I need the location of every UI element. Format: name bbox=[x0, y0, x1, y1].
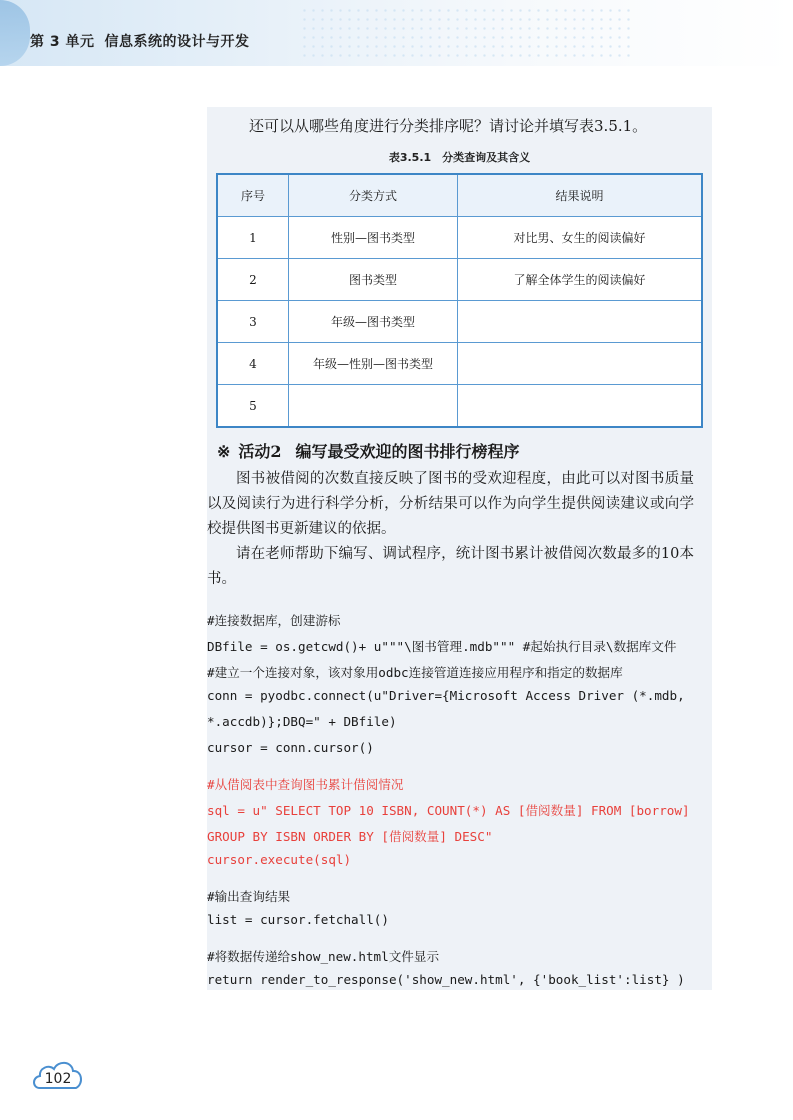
table-cell: 5 bbox=[217, 385, 289, 428]
header-cell: 结果说明 bbox=[458, 174, 703, 217]
code-comment-highlight: #从借阅表中查询图书累计借阅情况 bbox=[207, 777, 404, 792]
unit-title: 信息系统的设计与开发 bbox=[104, 34, 250, 50]
header-dot-pattern bbox=[300, 6, 630, 60]
code-line-highlight: cursor.execute(sql) bbox=[207, 852, 352, 867]
table-row bbox=[217, 385, 702, 428]
table-caption: 表3.5.1 分类查询及其含义 bbox=[388, 151, 531, 164]
table-cell: 2 bbox=[217, 259, 289, 301]
code-line-highlight: GROUP BY ISBN ORDER BY [借阅数量] DESC" bbox=[207, 829, 493, 844]
header-cell: 分类方式 bbox=[289, 174, 458, 217]
activity-heading bbox=[217, 439, 520, 462]
intro-question: 还可以从哪些角度进行分类排序呢？请讨论并填写表3.5.1。 bbox=[249, 117, 648, 135]
table-cell: 了解全体学生的阅读偏好 bbox=[458, 259, 703, 301]
header-cell: 序号 bbox=[217, 174, 289, 217]
activity-title: 编写最受欢迎的图书排行榜程序 bbox=[295, 442, 520, 461]
table-row bbox=[217, 301, 702, 343]
code-line: cursor = conn.cursor() bbox=[207, 740, 374, 755]
page-number-badge bbox=[30, 1056, 86, 1094]
code-comment: #输出查询结果 bbox=[207, 889, 291, 904]
table-cell: 图书类型 bbox=[289, 259, 458, 301]
code-line-highlight: sql = u" SELECT TOP 10 ISBN, COUNT(*) AS [借阅数量] FROM [borrow] bbox=[207, 803, 690, 818]
table-cell: 4 bbox=[217, 343, 289, 385]
header-decoration bbox=[0, 0, 30, 66]
body-paragraph: 请在老师帮助下编写、调试程序，统计图书累计被借阅次数最多的10本书。 bbox=[207, 546, 694, 587]
page-number: 102 bbox=[44, 1071, 72, 1087]
table-row bbox=[217, 259, 702, 301]
table-cell: 年级—性别—图书类型 bbox=[289, 343, 458, 385]
code-line: return render_to_response('show_new.html', {'book_list':list} ) bbox=[207, 972, 685, 987]
body-paragraph: 图书被借阅的次数直接反映了图书的受欢迎程度，由此可以对图书质量以及阅读行为进行科学分析，分析结果可以作为向学生提供阅读建议或向学校提供图书更新建议的依据。 bbox=[207, 471, 694, 537]
code-line: list = cursor.fetchall() bbox=[207, 912, 389, 927]
code-comment: #建立一个连接对象，该对象用odbc连接管道连接应用程序和指定的数据库 bbox=[207, 665, 623, 680]
table-cell: 1 bbox=[217, 217, 289, 259]
code-line: DBfile = os.getcwd()+ u"""\图书管理.mdb""" #起始执行目录\数据库文件 bbox=[207, 639, 677, 654]
table-cell bbox=[458, 385, 703, 428]
table-cell bbox=[289, 385, 458, 428]
table-row bbox=[217, 343, 702, 385]
table-cell bbox=[458, 301, 703, 343]
table-row bbox=[217, 217, 702, 259]
code-line: *.accdb)};DBQ=" + DBfile) bbox=[207, 714, 397, 729]
table-cell: 年级—图书类型 bbox=[289, 301, 458, 343]
table-cell bbox=[458, 343, 703, 385]
page-header bbox=[0, 0, 793, 66]
activity-number: 活动2 bbox=[238, 442, 282, 461]
table-cell: 3 bbox=[217, 301, 289, 343]
code-line: conn = pyodbc.connect(u"Driver={Microsoft Access Driver (*.mdb, bbox=[207, 688, 685, 703]
chapter-heading bbox=[30, 31, 250, 51]
code-comment: #连接数据库，创建游标 bbox=[207, 613, 341, 628]
unit-label: 第 3 单元 bbox=[30, 34, 95, 50]
code-comment: #将数据传递给show_new.html文件显示 bbox=[207, 949, 440, 964]
table-cell: 对比男、女生的阅读偏好 bbox=[458, 217, 703, 259]
classification-table bbox=[216, 173, 703, 428]
table-cell: 性别—图书类型 bbox=[289, 217, 458, 259]
reference-mark: ※ bbox=[217, 442, 231, 461]
table-header-row bbox=[217, 174, 702, 217]
content-panel bbox=[207, 107, 712, 990]
